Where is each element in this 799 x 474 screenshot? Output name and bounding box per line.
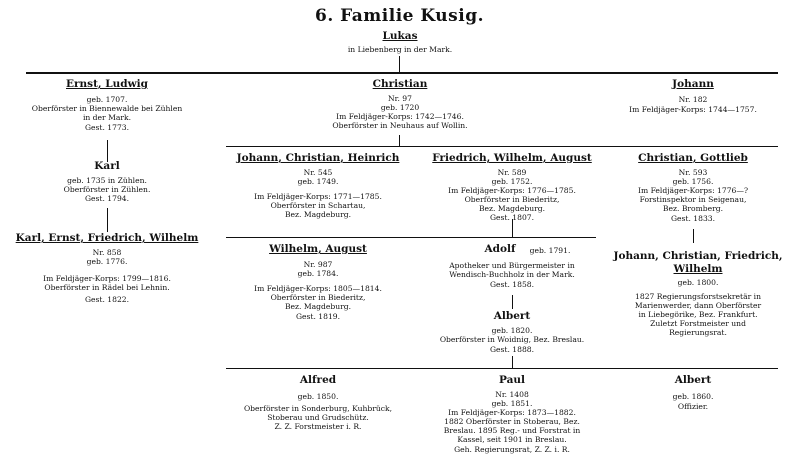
- person-line: Nr. 1408: [495, 390, 529, 399]
- person-line: Wendisch-Buchholz in der Mark.: [449, 270, 575, 279]
- person-line: Gest. 1822.: [84, 295, 130, 304]
- person-name: Alfred: [299, 374, 337, 386]
- person-line: geb. 1791.: [529, 246, 571, 255]
- person-line: Marienwerder, dann Oberförster: [634, 301, 762, 310]
- person-line: geb. 1720: [380, 103, 420, 112]
- generation-line-3: [226, 237, 596, 238]
- person-line: Im Feldjäger-Korps: 1805—1814.: [254, 284, 382, 293]
- person-line: Gest. 1833.: [670, 214, 716, 223]
- person-name: Albert: [674, 374, 712, 386]
- person-line: Im Feldjäger-Korps: 1744—1757.: [629, 105, 757, 114]
- person-line: Oberförster in Zühlen.: [63, 185, 151, 194]
- person-line: Im Feldjäger-Korps: 1799—1816.: [43, 274, 171, 283]
- person-line: Im Feldjäger-Korps: 1873—1882.: [448, 408, 576, 417]
- person-name: Johann, Christian, Heinrich: [236, 152, 400, 164]
- person-line: Bez. Magdeburg.: [284, 210, 352, 219]
- person-line: Oberförster in Rädel bei Lehnin.: [44, 283, 170, 292]
- person-name: Friedrich, Wilhelm, August: [432, 152, 592, 164]
- person-line: Oberförster in Biederitz,: [464, 195, 560, 204]
- person-line: geb. 1707.: [86, 95, 128, 104]
- person-name: Albert: [493, 310, 531, 322]
- person-line: Gest. 1773.: [84, 123, 130, 132]
- person-line: Gest. 1858.: [489, 280, 535, 289]
- connector: [107, 208, 108, 232]
- person-line: geb. 1756.: [672, 177, 714, 186]
- person-line: Forstinspektor in Seigenau,: [639, 195, 747, 204]
- person-line: Gest. 1819.: [295, 312, 341, 321]
- person-line: Oberförster in Neuhaus auf Wollin.: [332, 121, 468, 130]
- connector: [512, 356, 513, 368]
- person-line: Nr. 593: [678, 168, 708, 177]
- person-line: geb. 1749.: [297, 177, 339, 186]
- root-line-0: in Liebenberg in der Mark.: [347, 45, 453, 54]
- person-line: in Liebegörike, Bez. Frankfurt.: [638, 310, 758, 319]
- person-line: Oberförster in Sonderburg, Kuhbrück,: [243, 404, 393, 413]
- person-line: Bez. Magdeburg.: [284, 302, 352, 311]
- connector: [107, 140, 108, 162]
- person-line: Geh. Regierungsrat, Z. Z. i. R.: [454, 445, 570, 454]
- generation-line-4: [226, 368, 778, 369]
- person-line: geb. 1820.: [491, 326, 533, 335]
- person-name: Paul: [498, 374, 526, 386]
- person-line: Bez. Magdeburg.: [478, 204, 546, 213]
- person-line: Im Feldjäger-Korps: 1776—1785.: [448, 186, 576, 195]
- generation-line-2: [226, 146, 778, 147]
- person-line: Oberförster in Woidnig, Bez. Breslau.: [439, 335, 585, 344]
- person-name: Adolf: [484, 243, 516, 255]
- person-line: Gest. 1888.: [489, 345, 535, 354]
- person-line: Im Feldjäger-Korps: 1776—?: [637, 186, 749, 195]
- person-line: Offizier.: [677, 402, 709, 411]
- person-line: Regierungsrat.: [669, 328, 727, 337]
- person-line: geb. 1752.: [491, 177, 533, 186]
- person-line: geb. 1735 in Zühlen.: [67, 176, 147, 185]
- person-line: Nr. 858: [92, 248, 122, 257]
- person-name: Johann, Christian, Friedrich,: [613, 250, 783, 262]
- person-line: geb. 1784.: [297, 269, 339, 278]
- person-name: Christian: [372, 78, 428, 90]
- person-name: Karl, Ernst, Friedrich, Wilhelm: [15, 232, 199, 244]
- person-line: Z. Z. Forstmeister i. R.: [274, 422, 362, 431]
- person-name: Ernst, Ludwig: [66, 78, 148, 90]
- person-line: 1882 Oberförster in Stoberau, Bez.: [444, 417, 580, 426]
- person-line: Oberförster in Schartau,: [270, 201, 366, 210]
- generation-line-1: [26, 72, 778, 74]
- connector: [399, 56, 400, 72]
- person-line: Im Feldjäger-Korps: 1742—1746.: [336, 112, 464, 121]
- connector: [512, 295, 513, 309]
- person-line: geb. 1800.: [677, 278, 719, 287]
- person-line: geb. 1851.: [491, 399, 533, 408]
- person-line: Nr. 545: [303, 168, 333, 177]
- person-line: Stoberau und Grudschütz.: [267, 413, 369, 422]
- person-name: Christian, Gottlieb: [638, 152, 748, 164]
- person-line: Breslau. 1895 Reg.- und Forstrat in: [443, 426, 581, 435]
- root-name: Lukas: [382, 30, 418, 42]
- person-line: Oberförster in Biederitz,: [270, 293, 366, 302]
- person-name: Wilhelm, August: [269, 243, 367, 255]
- person-line: geb. 1776.: [86, 257, 128, 266]
- person-line: in der Mark.: [82, 113, 132, 122]
- person-line: Zuletzt Forstmeister und: [650, 319, 746, 328]
- person-line: Apotheker und Bürgermeister in: [449, 261, 575, 270]
- person-line: Bez. Bromberg.: [662, 204, 724, 213]
- person-line: Gest. 1794.: [84, 194, 130, 203]
- person-line: Kassel, seit 1901 in Breslau.: [457, 435, 567, 444]
- page-title: 6. Familie Kusig.: [314, 6, 484, 26]
- person-line: geb. 1850.: [297, 392, 339, 401]
- person-line: Nr. 589: [497, 168, 527, 177]
- connector: [693, 229, 694, 243]
- person-line: Oberförster in Biennewalde bei Zühlen: [31, 104, 183, 113]
- person-line: Nr. 987: [303, 260, 333, 269]
- person-line: Im Feldjäger-Korps: 1771—1785.: [254, 192, 382, 201]
- person-name: Wilhelm: [673, 263, 723, 275]
- person-line: Nr. 97: [388, 94, 412, 103]
- person-line: Gest. 1807.: [489, 213, 535, 222]
- person-line: geb. 1860.: [672, 392, 714, 401]
- person-name: Karl: [94, 160, 120, 172]
- person-line: Nr. 182: [678, 95, 708, 104]
- person-name: Johann: [672, 78, 714, 90]
- person-line: 1827 Regierungsforstsekretär in: [635, 292, 761, 301]
